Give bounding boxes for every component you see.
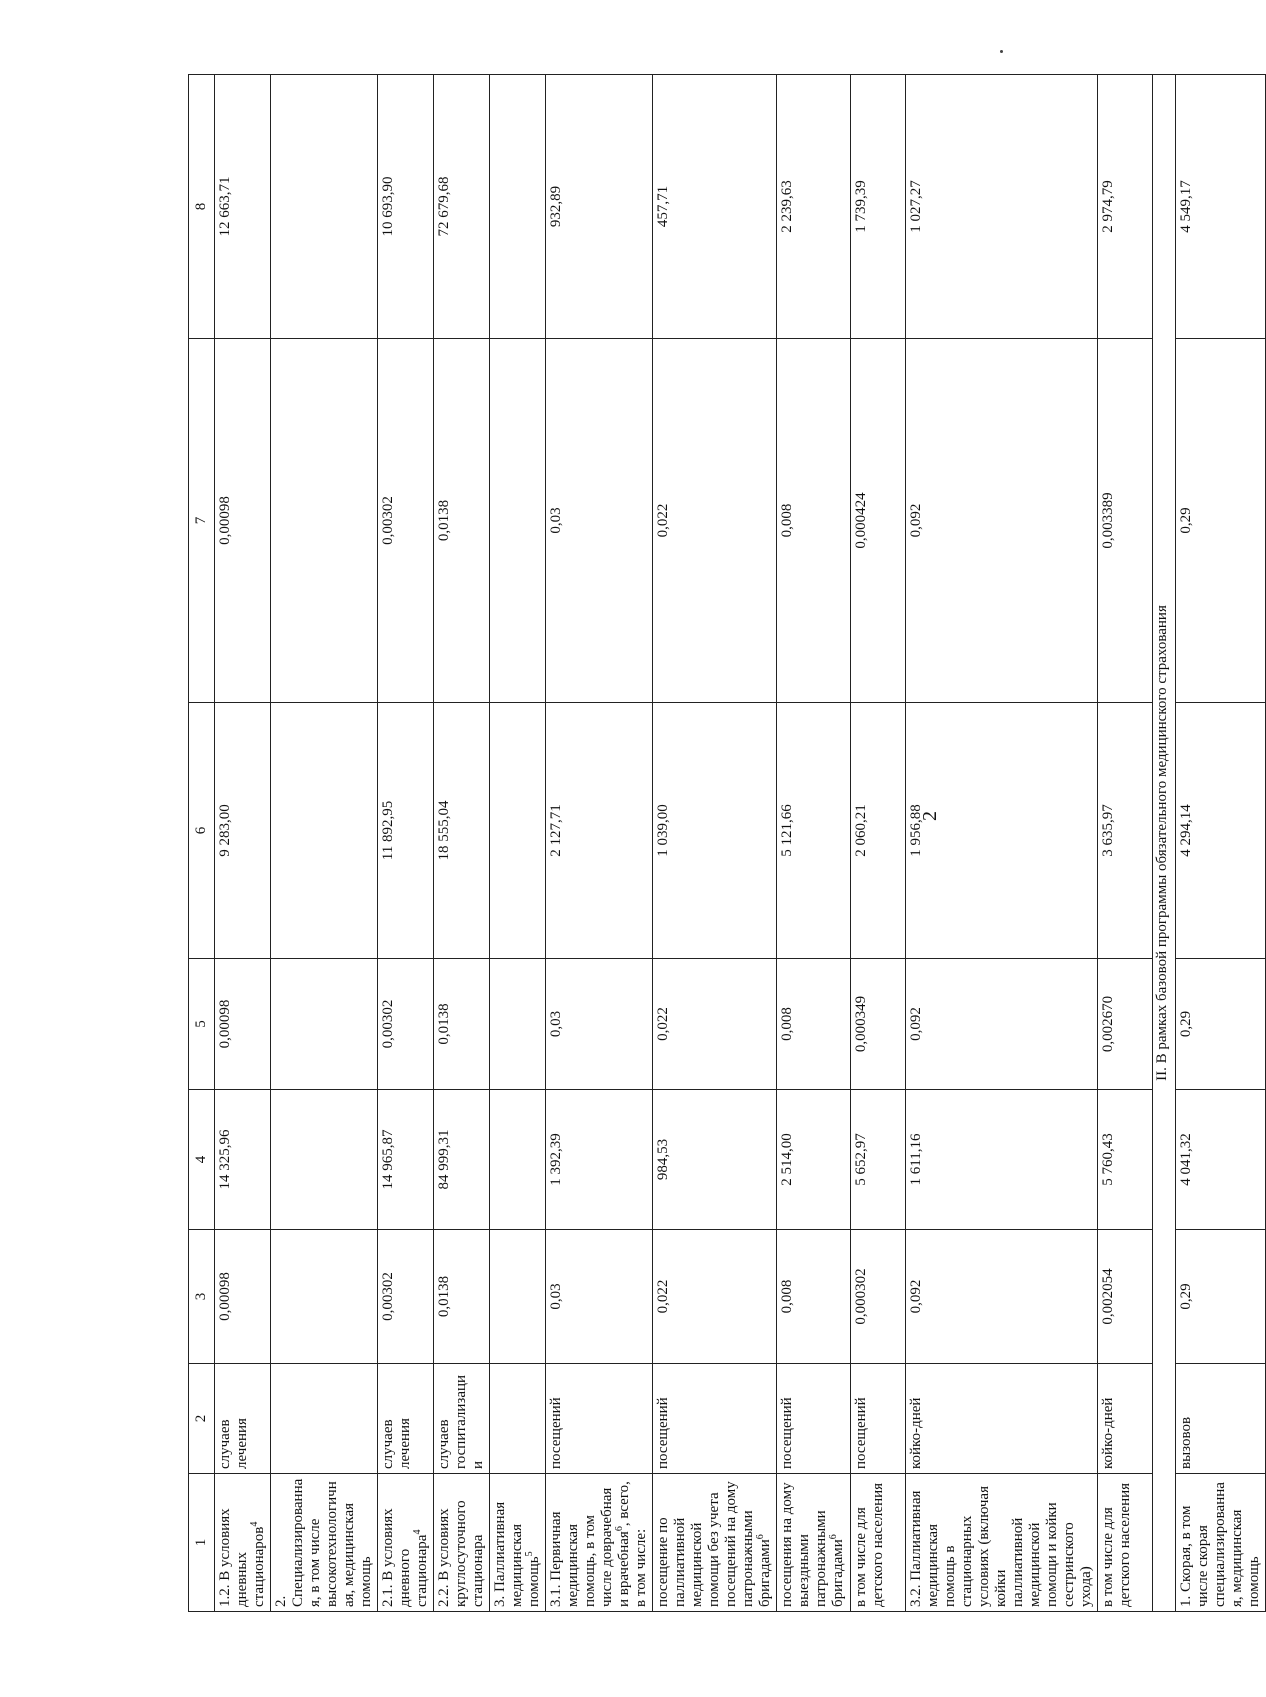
value-cell: 1 027,27 <box>906 75 1098 339</box>
value-cell <box>490 1230 546 1364</box>
row-label: 2.2. В условиях круглосуточного стационара <box>434 1474 490 1612</box>
value-cell: 1 611,16 <box>906 1090 1098 1230</box>
table-row <box>906 75 1098 1612</box>
value-cell: 0,008 <box>777 1230 851 1364</box>
table-row <box>215 75 271 1612</box>
value-cell: 0,29 <box>1176 1230 1266 1364</box>
table-row <box>1098 75 1153 1612</box>
value-cell: 0,022 <box>653 959 777 1090</box>
header-cell: 8 <box>189 75 215 339</box>
tariff-table-rotated <box>188 75 1262 1612</box>
row-label: 3.2. Паллиативная медицинская помощь в стационарных условиях (включая койки паллиативной медицинской помощи и койки сестринского ухода) <box>906 1474 1098 1612</box>
value-cell: 0,092 <box>906 339 1098 703</box>
value-cell: 5 760,43 <box>1098 1090 1153 1230</box>
unit-cell: случаев лечения <box>378 1364 434 1474</box>
row-label: 2.1. В условиях дневного стационара$^4$ <box>378 1474 434 1612</box>
value-cell <box>271 75 378 339</box>
value-cell <box>271 1090 378 1230</box>
value-cell: 0,003389 <box>1098 339 1153 703</box>
value-cell: 1 039,00 <box>653 703 777 959</box>
section-row <box>1153 75 1176 1612</box>
value-cell: 2 239,63 <box>777 75 851 339</box>
value-cell: 10 693,90 <box>378 75 434 339</box>
value-cell: 2 514,00 <box>777 1090 851 1230</box>
unit-cell: посещений <box>653 1364 777 1474</box>
unit-cell: койко-дней <box>906 1364 1098 1474</box>
row-label: посещения на дому выездными патронажными бригадами$^6$ <box>777 1474 851 1612</box>
value-cell: 0,0138 <box>434 959 490 1090</box>
unit-cell: вызовов <box>1176 1364 1266 1474</box>
value-cell: 2 060,21 <box>851 703 906 959</box>
value-cell: 0,022 <box>653 339 777 703</box>
table-row <box>490 75 546 1612</box>
row-label: в том числе для детского населения <box>851 1474 906 1612</box>
value-cell <box>490 339 546 703</box>
value-cell: 1 739,39 <box>851 75 906 339</box>
value-cell: 5 652,97 <box>851 1090 906 1230</box>
value-cell: 0,03 <box>546 1230 653 1364</box>
value-cell: 5 121,66 <box>777 703 851 959</box>
unit-cell <box>490 1364 546 1474</box>
value-cell: 0,0138 <box>434 1230 490 1364</box>
header-cell: 3 <box>189 1230 215 1364</box>
unit-cell: посещений <box>777 1364 851 1474</box>
value-cell: 0,000302 <box>851 1230 906 1364</box>
value-cell: 0,00302 <box>378 339 434 703</box>
value-cell: 0,000424 <box>851 339 906 703</box>
value-cell: 14 965,87 <box>378 1090 434 1230</box>
value-cell <box>271 339 378 703</box>
value-cell: 1 956,88 <box>906 703 1098 959</box>
value-cell: 9 283,00 <box>215 703 271 959</box>
value-cell: 0,29 <box>1176 339 1266 703</box>
value-cell: 0,00098 <box>215 959 271 1090</box>
value-cell: 0,00302 <box>378 1230 434 1364</box>
value-cell: 18 555,04 <box>434 703 490 959</box>
value-cell <box>271 1230 378 1364</box>
value-cell: 0,092 <box>906 959 1098 1090</box>
value-cell: 0,000349 <box>851 959 906 1090</box>
table-row <box>653 75 777 1612</box>
value-cell: 0,03 <box>546 339 653 703</box>
value-cell: 984,53 <box>653 1090 777 1230</box>
header-row <box>189 75 215 1612</box>
row-label: посещение по паллиативной медицинской помощи без учета посещений на дому патронажными бригадами$^6$ <box>653 1474 777 1612</box>
table-row <box>546 75 653 1612</box>
value-cell: 11 892,95 <box>378 703 434 959</box>
header-cell: 7 <box>189 339 215 703</box>
table-row <box>777 75 851 1612</box>
value-cell: 12 663,71 <box>215 75 271 339</box>
value-cell: 4 041,32 <box>1176 1090 1266 1230</box>
value-cell <box>271 959 378 1090</box>
unit-cell: посещений <box>546 1364 653 1474</box>
unit-cell: койко-дней <box>1098 1364 1153 1474</box>
value-cell <box>490 703 546 959</box>
row-label: 1. Скорая, в том числе скорая специализированная, медицинская помощь <box>1176 1474 1266 1612</box>
table-row <box>271 75 378 1612</box>
value-cell: 2 974,79 <box>1098 75 1153 339</box>
value-cell: 0,00098 <box>215 1230 271 1364</box>
value-cell: 0,008 <box>777 959 851 1090</box>
value-cell: 457,71 <box>653 75 777 339</box>
value-cell <box>271 703 378 959</box>
row-label: в том числе для детского населения <box>1098 1474 1153 1612</box>
value-cell: 0,008 <box>777 339 851 703</box>
value-cell: 0,092 <box>906 1230 1098 1364</box>
row-label: 2. Специализированная, в том числе высокотехнологичная, медицинская помощь <box>271 1474 378 1612</box>
value-cell: 2 127,71 <box>546 703 653 959</box>
unit-cell <box>271 1364 378 1474</box>
value-cell: 0,03 <box>546 959 653 1090</box>
value-cell: 84 999,31 <box>434 1090 490 1230</box>
header-cell: 5 <box>189 959 215 1090</box>
row-label: 1.2. В условиях дневных стационаров$^4$ <box>215 1474 271 1612</box>
value-cell: 0,00302 <box>378 959 434 1090</box>
value-cell: 4 549,17 <box>1176 75 1266 339</box>
value-cell <box>490 1090 546 1230</box>
table-row <box>851 75 906 1612</box>
scan-speck <box>1000 50 1003 53</box>
value-cell: 1 392,39 <box>546 1090 653 1230</box>
table-row <box>1176 75 1266 1612</box>
value-cell: 3 635,97 <box>1098 703 1153 959</box>
unit-cell: посещений <box>851 1364 906 1474</box>
header-cell: 1 <box>189 1474 215 1612</box>
table-row <box>378 75 434 1612</box>
unit-cell: случаев лечения <box>215 1364 271 1474</box>
value-cell: 0,00098 <box>215 339 271 703</box>
value-cell: 72 679,68 <box>434 75 490 339</box>
value-cell: 932,89 <box>546 75 653 339</box>
tariff-table <box>188 74 1266 1612</box>
header-cell: 4 <box>189 1090 215 1230</box>
header-cell: 6 <box>189 703 215 959</box>
value-cell: 4 294,14 <box>1176 703 1266 959</box>
value-cell: 14 325,96 <box>215 1090 271 1230</box>
value-cell <box>490 75 546 339</box>
value-cell <box>490 959 546 1090</box>
section-title: II. В рамках базовой программы обязательного медицинского страхования <box>1153 75 1176 1612</box>
unit-cell: случаев госпитализации <box>434 1364 490 1474</box>
value-cell: 0,002054 <box>1098 1230 1153 1364</box>
row-label: 3.1. Первичная медицинская помощь, в том числе доврачебная и врачебная$^6$, всего, в том числе: <box>546 1474 653 1612</box>
value-cell: 0,022 <box>653 1230 777 1364</box>
row-label: 3. Паллиативная медицинская помощь$^5$ <box>490 1474 546 1612</box>
value-cell: 0,0138 <box>434 339 490 703</box>
value-cell: 0,002670 <box>1098 959 1153 1090</box>
page-number: 2 <box>919 811 941 821</box>
header-cell: 2 <box>189 1364 215 1474</box>
value-cell: 0,29 <box>1176 959 1266 1090</box>
table-row <box>434 75 490 1612</box>
